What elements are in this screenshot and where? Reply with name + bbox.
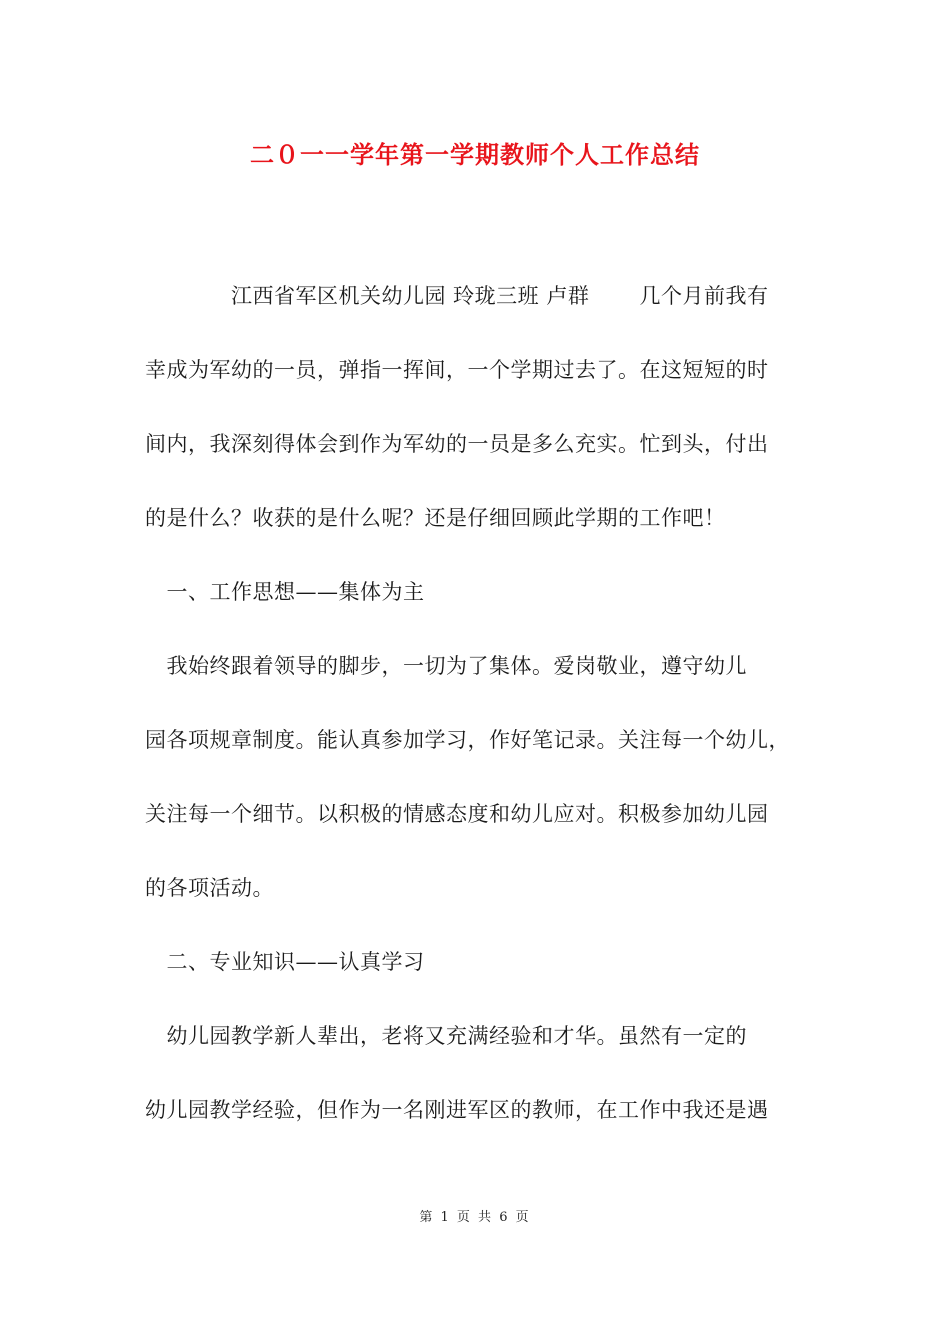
- body-line: 关注每一个细节。以积极的情感态度和幼儿应对。积极参加幼儿园: [145, 802, 769, 826]
- page-footer: 第 1 页 共 6 页: [419, 1210, 531, 1225]
- body-line: 的各项活动。: [145, 876, 274, 900]
- section-heading-2: 二、专业知识——认真学习: [145, 950, 425, 974]
- body-line: 间内，我深刻得体会到作为军幼的一员是多么充实。忙到头，付出: [145, 432, 769, 456]
- body-line: 园各项规章制度。能认真参加学习，作好笔记录。关注每一个幼儿，: [145, 728, 790, 752]
- document-title: 二０一一学年第一学期教师个人工作总结: [250, 140, 700, 169]
- body-line: 幼儿园教学新人辈出，老将又充满经验和才华。虽然有一定的: [145, 1024, 747, 1048]
- body-line: 我始终跟着领导的脚步，一切为了集体。爱岗敬业，遵守幼儿: [145, 654, 747, 678]
- body-line: 幼儿园教学经验，但作为一名刚进军区的教师，在工作中我还是遇: [145, 1098, 769, 1122]
- body-line: 的是什么？收获的是什么呢？还是仔细回顾此学期的工作吧！: [145, 506, 726, 530]
- body-line: 幸成为军幼的一员，弹指一挥间，一个学期过去了。在这短短的时: [145, 358, 769, 382]
- body-line: 江西省军区机关幼儿园 玲珑三班 卢群 几个月前我有: [145, 284, 769, 308]
- section-heading-1: 一、工作思想——集体为主: [145, 580, 425, 604]
